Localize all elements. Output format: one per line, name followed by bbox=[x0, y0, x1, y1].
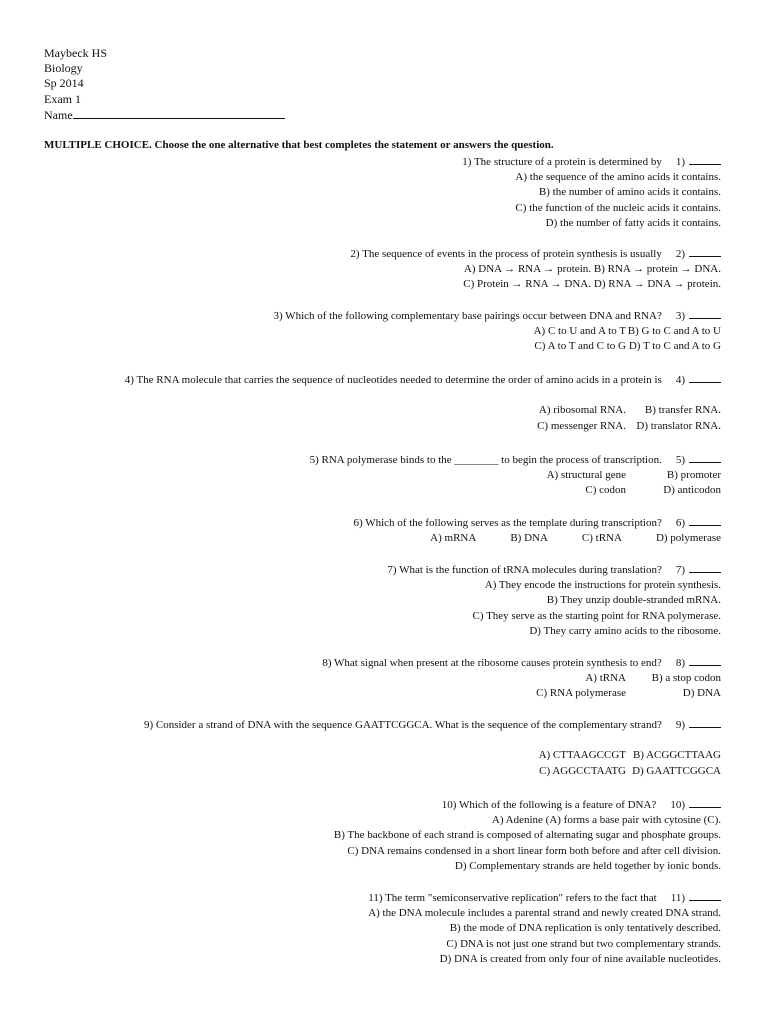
question-4 bbox=[125, 372, 721, 434]
name-blank-line[interactable] bbox=[73, 107, 285, 119]
option-d[interactable]: D) Complementary strands are held together by ionic bonds. bbox=[454, 859, 721, 872]
exam-title: Exam 1 bbox=[44, 91, 81, 106]
option-b[interactable]: B) The backbone of each strand is composed of alternating sugar and phosphate groups. bbox=[333, 829, 721, 842]
course-name: Biology bbox=[44, 61, 83, 76]
question-number: 3) bbox=[675, 310, 685, 322]
question-number: 9) bbox=[675, 719, 685, 731]
option-c[interactable]: C) RNA polymerase bbox=[536, 687, 626, 700]
answer-blank[interactable] bbox=[689, 515, 721, 526]
question-stem: 10) Which of the following is a feature of DNA? 10) bbox=[334, 797, 721, 813]
answer-blank[interactable] bbox=[689, 246, 721, 257]
question-stem: 4) The RNA molecule that carries the sequence of nucleotides needed to determine the order of amino acids in a protein is 4) bbox=[125, 372, 721, 388]
question-stem: 7) What is the function of tRNA molecules during translation? 7) bbox=[387, 562, 721, 578]
option-d[interactable]: D) RNA → DNA → protein. bbox=[593, 278, 721, 291]
question-2 bbox=[350, 246, 721, 293]
option-b[interactable]: B) the number of amino acids it contains. bbox=[538, 186, 721, 199]
question-number: 10) bbox=[670, 799, 685, 811]
question-stem: 6) Which of the following serves as the template during transcription? 6) bbox=[354, 515, 722, 531]
option-b[interactable]: B) G to C and A to U bbox=[627, 325, 721, 338]
option-c[interactable]: C) Protein → RNA → DNA. bbox=[463, 278, 591, 291]
answer-blank[interactable] bbox=[689, 562, 721, 573]
question-number: 4) bbox=[675, 374, 685, 386]
question-5 bbox=[310, 452, 721, 499]
option-a[interactable]: A) the DNA molecule includes a parental strand and newly created DNA strand. bbox=[368, 907, 721, 920]
option-c[interactable]: C) DNA is not just one strand but two complementary strands. bbox=[446, 937, 721, 950]
answer-blank[interactable] bbox=[689, 308, 721, 319]
option-d[interactable]: D) the number of fatty acids it contains. bbox=[545, 216, 721, 229]
option-d[interactable]: D) GAATTCGGCA bbox=[632, 764, 721, 777]
question-number: 6) bbox=[675, 517, 685, 529]
answer-blank[interactable] bbox=[689, 890, 721, 901]
option-d[interactable]: D) DNA bbox=[682, 687, 721, 700]
option-a[interactable]: A) Adenine (A) forms a base pair with cytosine (C). bbox=[491, 814, 721, 827]
question-3 bbox=[273, 308, 721, 355]
term: Sp 2014 bbox=[44, 76, 84, 91]
answer-blank[interactable] bbox=[689, 154, 721, 165]
option-c[interactable]: C) DNA remains condensed in a short linear form both before and after cell division. bbox=[347, 844, 721, 857]
question-number: 2) bbox=[675, 248, 685, 260]
option-d[interactable]: D) They carry amino acids to the ribosome. bbox=[529, 624, 721, 637]
option-d[interactable]: D) DNA is created from only four of nine available nucleotides. bbox=[439, 952, 721, 965]
option-d[interactable]: D) T to C and A to G bbox=[628, 340, 721, 353]
answer-blank[interactable] bbox=[689, 372, 721, 383]
school-name: Maybeck HS bbox=[44, 46, 107, 60]
question-number: 11) bbox=[670, 892, 685, 904]
option-a[interactable]: A) structural gene bbox=[546, 469, 626, 482]
question-stem: 2) The sequence of events in the process of protein synthesis is usually 2) bbox=[350, 246, 721, 262]
option-a[interactable]: A) tRNA bbox=[585, 672, 626, 685]
option-a[interactable]: A) mRNA bbox=[430, 532, 477, 545]
option-c[interactable]: C) AGGCCTAATG bbox=[539, 764, 626, 777]
question-10 bbox=[334, 797, 721, 874]
name-label: Name bbox=[44, 107, 73, 122]
option-d[interactable]: D) polymerase bbox=[655, 532, 721, 545]
option-b[interactable]: B) the mode of DNA replication is only tentatively described. bbox=[449, 922, 721, 935]
option-a[interactable]: A) the sequence of the amino acids it contains. bbox=[515, 171, 721, 184]
question-number: 5) bbox=[675, 454, 685, 466]
option-d[interactable]: D) translator RNA. bbox=[636, 419, 721, 432]
question-7 bbox=[387, 562, 721, 639]
option-c[interactable]: C) codon bbox=[585, 484, 626, 497]
option-b[interactable]: B) a stop codon bbox=[651, 672, 721, 685]
option-c[interactable]: C) A to T and C to G bbox=[534, 340, 626, 353]
question-8 bbox=[322, 655, 721, 702]
answer-blank[interactable] bbox=[689, 452, 721, 463]
option-a[interactable]: A) CTTAAGCCGT bbox=[538, 749, 626, 762]
option-b[interactable]: B) DNA bbox=[510, 532, 548, 545]
question-11 bbox=[368, 890, 721, 967]
question-stem: 8) What signal when present at the ribosome causes protein synthesis to end? 8) bbox=[322, 655, 721, 671]
option-c[interactable]: C) the function of the nucleic acids it contains. bbox=[515, 201, 721, 214]
option-b[interactable]: B) RNA → protein → DNA. bbox=[593, 263, 721, 276]
answer-blank[interactable] bbox=[689, 655, 721, 666]
question-stem: 9) Consider a strand of DNA with the sequence GAATTCGGCA. What is the sequence of the complementary strand? 9) bbox=[144, 717, 721, 733]
question-6 bbox=[354, 515, 722, 546]
answer-blank[interactable] bbox=[689, 797, 721, 808]
instructions: MULTIPLE CHOICE. Choose the one alternative that best completes the statement or answers the question. bbox=[44, 139, 554, 151]
option-c[interactable]: C) They serve as the starting point for RNA polymerase. bbox=[472, 609, 721, 622]
option-d[interactable]: D) anticodon bbox=[663, 484, 721, 497]
name-field[interactable] bbox=[44, 107, 285, 123]
question-stem: 11) The term "semiconservative replication" refers to the fact that 11) bbox=[368, 890, 721, 906]
option-b[interactable]: B) promoter bbox=[666, 469, 721, 482]
option-b[interactable]: B) They unzip double-stranded mRNA. bbox=[546, 594, 721, 607]
option-a[interactable]: A) ribosomal RNA. bbox=[538, 404, 626, 417]
option-b[interactable]: B) ACGGCTTAAG bbox=[632, 749, 721, 762]
question-stem: 1) The structure of a protein is determined by 1) bbox=[462, 154, 721, 170]
option-a[interactable]: A) They encode the instructions for protein synthesis. bbox=[484, 579, 721, 592]
question-number: 8) bbox=[675, 657, 685, 669]
option-c[interactable]: C) tRNA bbox=[581, 532, 622, 545]
question-stem: 5) RNA polymerase binds to the ________ to begin the process of transcription. 5) bbox=[310, 452, 721, 468]
question-1 bbox=[462, 154, 721, 231]
question-number: 1) bbox=[675, 156, 685, 168]
question-number: 7) bbox=[675, 564, 685, 576]
option-a[interactable]: A) C to U and A to T bbox=[533, 325, 626, 338]
question-9 bbox=[144, 717, 721, 779]
option-b[interactable]: B) transfer RNA. bbox=[644, 404, 721, 417]
answer-blank[interactable] bbox=[689, 717, 721, 728]
option-c[interactable]: C) messenger RNA. bbox=[537, 419, 626, 432]
option-a[interactable]: A) DNA → RNA → protein. bbox=[463, 263, 591, 276]
exam-header bbox=[44, 46, 285, 123]
question-stem: 3) Which of the following complementary base pairings occur between DNA and RNA? 3) bbox=[273, 308, 721, 324]
